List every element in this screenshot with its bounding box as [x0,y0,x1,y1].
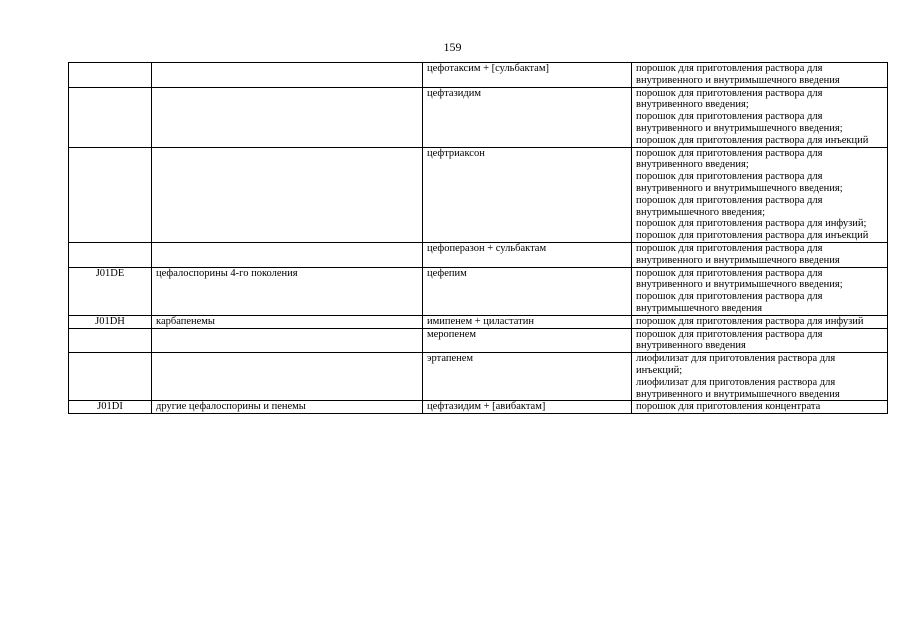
dosage-form-line: порошок для приготовления раствора для внутривенного и внутримышечного введения; [636,171,843,194]
drug-group-cell [152,87,423,147]
drug-table [68,62,888,414]
drug-name-cell: имипенем + циластатин [423,315,632,328]
drug-name-cell: меропенем [423,328,632,353]
drug-name-cell: цефтазидим [423,87,632,147]
table-row [69,87,888,147]
table-row [69,242,888,267]
drug-group-cell [152,63,423,88]
dosage-form-cell [632,267,888,315]
dosage-form-cell [632,401,888,414]
atc-code-cell: J01DE [69,267,152,315]
table-row [69,328,888,353]
drug-group-cell: карбапенемы [152,315,423,328]
page-number: 159 [443,40,462,54]
table-body [69,63,888,414]
dosage-form-cell [632,242,888,267]
dosage-form-cell [632,147,888,242]
drug-group-cell: другие цефалоспорины и пенемы [152,401,423,414]
dosage-form-line: порошок для приготовления раствора для внутривенного и внутримышечного введения; [636,111,843,134]
table-row [69,353,888,401]
drug-name-cell: цефотаксим + [сульбактам] [423,63,632,88]
dosage-form-line: порошок для приготовления раствора для внутримышечного введения [636,291,823,314]
table-row [69,267,888,315]
dosage-form-line: порошок для приготовления раствора для внутривенного введения; [636,87,823,111]
dosage-form-line: порошок для приготовления раствора для внутривенного и внутримышечного введения; [636,267,843,291]
drug-name-cell: цефтазидим + [авибактам] [423,401,632,414]
dosage-form-line: порошок для приготовления раствора для внутривенного и внутримышечного введения [636,63,840,86]
dosage-form-line: порошок для приготовления раствора для внутримышечного введения; [636,194,823,218]
dosage-form-cell [632,353,888,401]
drug-name-cell: эртапенем [423,353,632,401]
dosage-form-cell [632,328,888,353]
atc-code-cell: J01DH [69,315,152,328]
drug-name-cell: цефтриаксон [423,147,632,242]
dosage-form-line: порошок для приготовления раствора для внутривенного введения [636,328,823,352]
drug-group-cell: цефалоспорины 4-го поколения [152,267,423,315]
dosage-form-cell [632,315,888,328]
drug-group-cell [152,242,423,267]
drug-group-cell [152,328,423,353]
dosage-form-line: порошок для приготовления раствора для внутривенного и внутримышечного введения [636,242,840,266]
dosage-form-line: порошок для приготовления раствора для инфузий [636,315,864,327]
dosage-form-line: порошок для приготовления раствора для инъекций [636,230,869,242]
atc-code-cell: J01DI [69,401,152,414]
dosage-form-cell [632,87,888,147]
dosage-form-line: лиофилизат для приготовления раствора для инъекций; [636,353,836,376]
atc-code-cell [69,328,152,353]
drug-group-cell [152,353,423,401]
atc-code-cell [69,242,152,267]
dosage-form-line: порошок для приготовления раствора для инфузий; [636,218,867,230]
table-row [69,147,888,242]
atc-code-cell [69,87,152,147]
atc-code-cell [69,63,152,88]
table-row [69,63,888,88]
atc-code-cell [69,147,152,242]
table-row [69,401,888,414]
atc-code-cell [69,353,152,401]
dosage-form-line: порошок для приготовления раствора для внутривенного введения; [636,147,823,171]
drug-name-cell: цефоперазон + сульбактам [423,242,632,267]
dosage-form-cell [632,63,888,88]
drug-name-cell: цефепим [423,267,632,315]
dosage-form-line: лиофилизат для приготовления раствора для внутривенного и внутримышечного введения [636,376,840,400]
table-row [69,315,888,328]
drug-group-cell [152,147,423,242]
dosage-form-line: порошок для приготовления раствора для инъекций [636,134,869,146]
dosage-form-line: порошок для приготовления концентрата [636,401,821,413]
